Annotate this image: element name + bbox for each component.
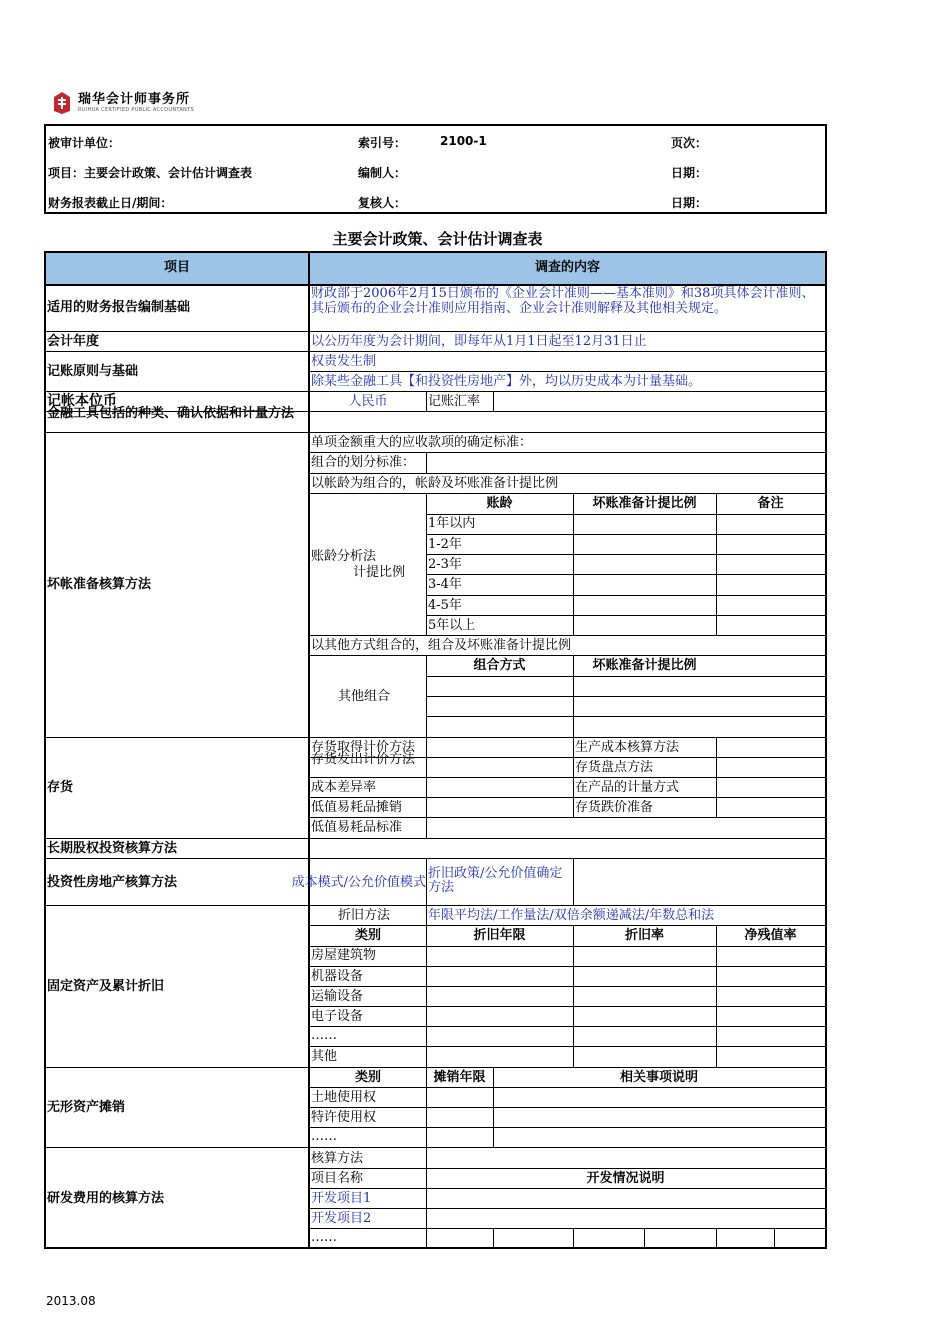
col-aging: 账龄 [486, 496, 513, 511]
other-combo-label: 其他组合 [338, 689, 391, 704]
col-header-content: 调查的内容 [534, 260, 600, 275]
index-value: 2100-1 [440, 134, 487, 148]
inv-issue-method: 存货发出计价方法 [311, 752, 416, 767]
inv-low-value-amort: 低值易耗品摊销 [311, 800, 403, 815]
row-label-financial: 金融工具包括的种类、确认依据和计量方法 [47, 406, 295, 421]
page-label: 页次： [671, 136, 708, 150]
fa-type-5: …… [311, 1028, 337, 1043]
fa-type-6: 其他 [311, 1049, 338, 1064]
col-note: 备注 [757, 496, 784, 511]
inv-low-value-standard: 低值易耗品标准 [311, 820, 403, 835]
fa-type-3: 运输设备 [311, 989, 364, 1004]
invest-property-model[interactable]: 成本模式/公允价值模式 [291, 875, 426, 890]
exchange-rate-label: 记账汇率 [428, 394, 481, 409]
int-type-3: …… [311, 1129, 337, 1144]
firm-logo [52, 88, 252, 118]
footer-date: 2013.08 [46, 1294, 96, 1308]
aging-ratio-label: 计提比例 [353, 565, 406, 580]
inv-cost-variance: 成本差异率 [311, 780, 377, 795]
year-value[interactable]: 以公历年度为会计期间，即每年从1月1日起至12月31日止 [311, 334, 647, 349]
col-header-item: 项目 [163, 260, 190, 275]
row-label-invest-property: 投资性房地产核算方法 [47, 875, 178, 890]
rnd-method-label: 核算方法 [311, 1151, 364, 1166]
accounting-value-2[interactable]: 除某些金融工具【和投资性房地产】外，均以历史成本为计量基础。 [311, 374, 702, 389]
row-label-lt-equity: 长期股权投资核算方法 [47, 841, 178, 856]
inv-count-method: 存货盘点方法 [575, 760, 654, 775]
period-label: 财务报表截止日/期间： [48, 196, 173, 210]
page-title: 主要会计政策、会计估计调查表 [332, 230, 543, 248]
aging-6: 5年以上 [428, 618, 476, 633]
fa-type-1: 房屋建筑物 [311, 948, 377, 963]
rnd-project-2[interactable]: 开发项目2 [311, 1211, 372, 1226]
int-type-2: 特许使用权 [311, 1110, 377, 1125]
accounting-value-1[interactable]: 权责发生制 [311, 354, 377, 369]
row-label-rnd: 研发费用的核算方法 [47, 1191, 165, 1206]
row-label-intangible: 无形资产摊销 [47, 1100, 126, 1115]
inv-impairment: 存货跌价准备 [575, 800, 654, 815]
aging-5: 4-5年 [428, 598, 462, 613]
rnd-project-1[interactable]: 开发项目1 [311, 1191, 372, 1206]
firm-name-en: RUIHUA CERTIFIED PUBLIC ACCOUNTANTS [78, 107, 194, 113]
row-label-baddebt: 坏帐准备核算方法 [47, 577, 152, 592]
aging-2: 1-2年 [428, 537, 462, 552]
depreciation-method-value[interactable]: 年限平均法/工作量法/双倍余额递减法/年数总和法 [428, 908, 715, 923]
col-int-note: 相关事项说明 [619, 1070, 698, 1085]
rnd-project-name-label: 项目名称 [311, 1171, 364, 1186]
firm-name: 瑞华会计师事务所 [78, 92, 191, 107]
col-fa-years: 折旧年限 [473, 928, 526, 943]
rnd-desc-label: 开发情况说明 [586, 1171, 665, 1186]
firm-emblem-icon [52, 91, 72, 115]
project-label: 项目：主要会计政策、会计估计调查表 [48, 166, 253, 180]
col-fa-type: 类别 [354, 928, 381, 943]
date-label-1: 日期： [671, 166, 708, 180]
int-type-1: 土地使用权 [311, 1090, 377, 1105]
col-int-years: 摊销年限 [433, 1070, 486, 1085]
preparer-label: 编制人： [358, 166, 407, 180]
col-int-type: 类别 [354, 1070, 381, 1085]
inv-production-cost: 生产成本核算方法 [575, 740, 680, 755]
rnd-more: …… [311, 1230, 337, 1245]
index-label: 索引号： [358, 136, 407, 150]
aging-1: 1年以内 [428, 516, 476, 531]
baddebt-line-2: 组合的划分标准： [311, 455, 416, 470]
baddebt-line-4: 以其他方式组合的，组合及坏账准备计提比例 [311, 638, 572, 653]
row-label-year: 会计年度 [47, 334, 100, 349]
date-label-2: 日期： [671, 196, 708, 210]
row-label-fixed-assets: 固定资产及累计折旧 [47, 979, 165, 994]
inv-wip-measure: 在产品的计量方式 [575, 780, 680, 795]
reviewer-label: 复核人： [358, 196, 407, 210]
basis-value[interactable]: 财政部于2006年2月15日颁布的《企业会计准则——基本准则》和38项具体会计准则、其后颁布的企业会计准则应用指南、企业会计准则解释及其他相关规定。 [311, 286, 815, 316]
invest-property-policy[interactable]: 折旧政策/公允价值确定方法 [428, 866, 563, 895]
row-label-inventory: 存货 [47, 780, 74, 795]
col-baddebt-ratio: 坏账准备计提比例 [592, 496, 697, 511]
fa-type-2: 机器设备 [311, 969, 364, 984]
depreciation-method-label: 折旧方法 [338, 908, 391, 923]
aging-4: 3-4年 [428, 577, 462, 592]
row-label-currency: 记帐本位币 [47, 393, 117, 409]
baddebt-line-1: 单项金额重大的应收款项的确定标准： [311, 435, 533, 450]
inv-acquire-method: 存货取得计价方法 [311, 740, 416, 755]
col-combo-method: 组合方式 [473, 658, 526, 673]
col-fa-rate: 折旧率 [624, 928, 664, 943]
header-box [44, 124, 827, 214]
aging-method-label: 账龄分析法 [311, 549, 377, 564]
audited-unit-label: 被审计单位： [48, 136, 121, 150]
baddebt-line-3: 以帐龄为组合的，帐龄及坏账准备计提比例 [311, 476, 559, 491]
row-label-accounting: 记账原则与基础 [47, 364, 139, 379]
aging-3: 2-3年 [428, 557, 462, 572]
col-fa-residual: 净残值率 [744, 928, 797, 943]
row-label-basis: 适用的财务报告编制基础 [47, 300, 191, 315]
currency-value[interactable]: 人民币 [348, 394, 388, 409]
fa-type-4: 电子设备 [311, 1009, 364, 1024]
col-combo-ratio: 坏账准备计提比例 [592, 658, 697, 673]
